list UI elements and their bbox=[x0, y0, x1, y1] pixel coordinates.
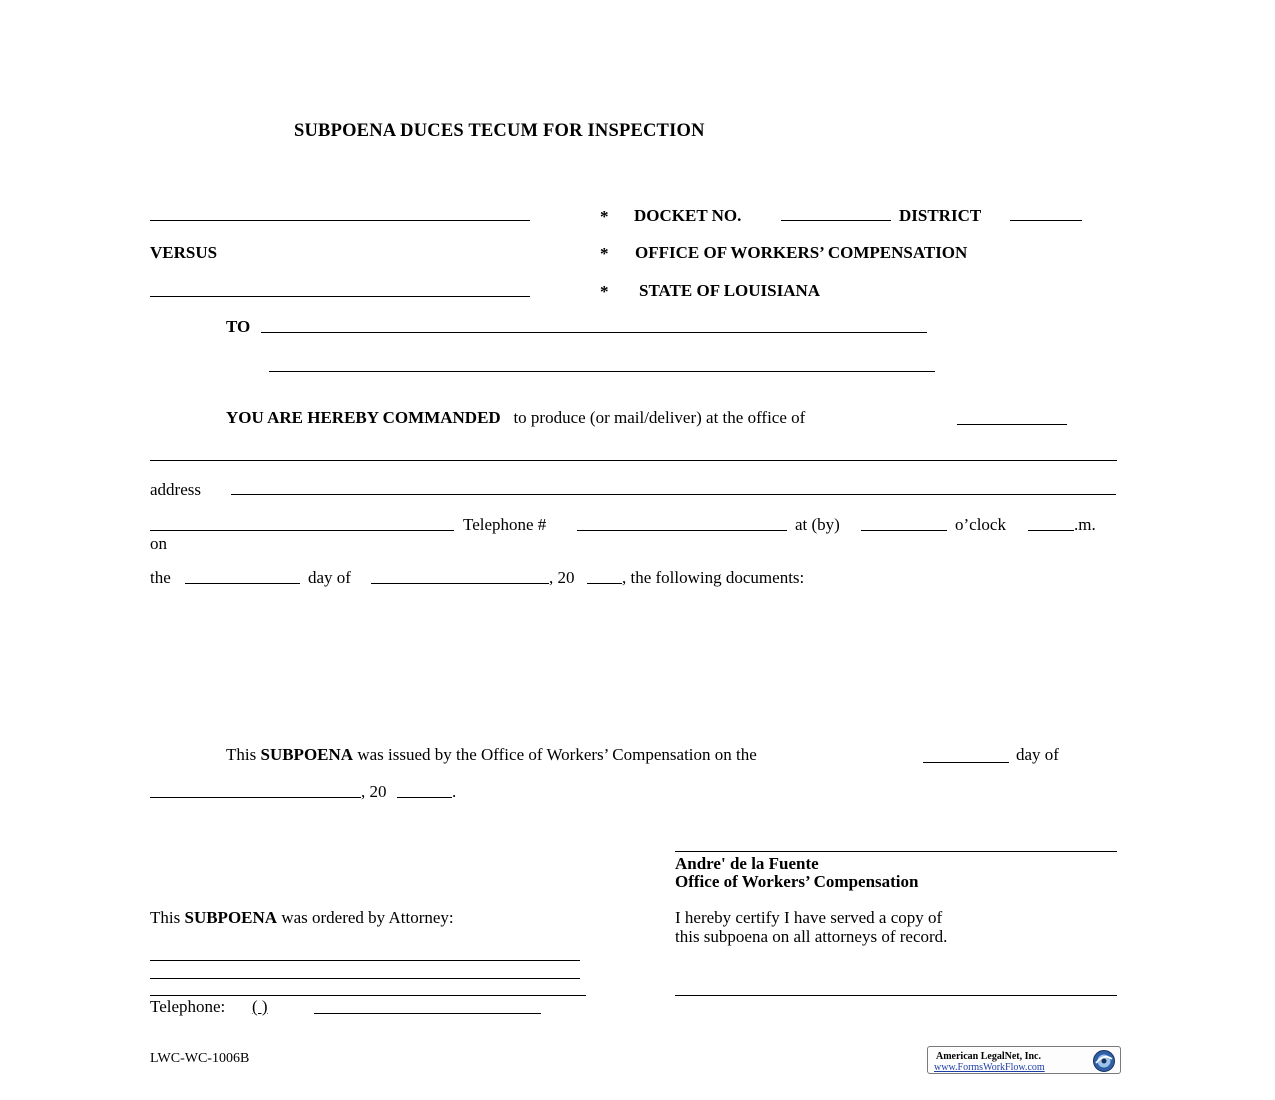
signer-office: Office of Workers’ Compensation bbox=[675, 872, 919, 891]
telephone-label: Telephone # bbox=[463, 515, 547, 534]
address-line[interactable] bbox=[231, 494, 1116, 495]
district-label: DISTRICT bbox=[899, 206, 982, 225]
to-name-line[interactable] bbox=[261, 332, 927, 333]
telephone-blank[interactable] bbox=[577, 530, 787, 531]
day-blank[interactable] bbox=[185, 583, 300, 584]
telephone-area-code[interactable]: ( ) bbox=[252, 997, 268, 1016]
ordered-sentence bbox=[150, 909, 454, 926]
attorney-line-3[interactable] bbox=[150, 995, 586, 996]
to-address-line[interactable] bbox=[269, 371, 935, 372]
plaintiff-line[interactable] bbox=[150, 220, 530, 221]
issued-period: . bbox=[452, 782, 457, 801]
globe-icon bbox=[1092, 1049, 1116, 1073]
command-bold: YOU ARE HEREBY COMMANDED bbox=[226, 408, 501, 427]
versus-label: VERSUS bbox=[150, 243, 218, 262]
caption-star: * bbox=[600, 244, 609, 263]
docket-number-blank[interactable] bbox=[781, 220, 891, 221]
docket-label: DOCKET NO. bbox=[634, 206, 742, 225]
logo-url[interactable]: www.FormsWorkFlow.com bbox=[934, 1062, 1045, 1073]
command-sentence bbox=[226, 409, 805, 426]
issued-subpoena: SUBPOENA bbox=[260, 745, 354, 764]
issued-day-blank[interactable] bbox=[923, 762, 1009, 763]
attorney-line-1[interactable] bbox=[150, 960, 580, 961]
caption-star: * bbox=[600, 282, 609, 301]
am-pm-blank[interactable] bbox=[1028, 530, 1074, 531]
caption-star: * bbox=[600, 207, 609, 226]
form-id: LWC-WC-1006B bbox=[150, 1051, 250, 1066]
certify-signature-line[interactable] bbox=[675, 995, 1117, 996]
office-label: OFFICE OF WORKERS’ COMPENSATION bbox=[635, 243, 968, 262]
year-prefix: , 20 bbox=[549, 568, 575, 587]
issued-pre: This bbox=[226, 745, 257, 764]
the-label: the bbox=[150, 568, 171, 587]
time-blank[interactable] bbox=[861, 530, 947, 531]
year-blank[interactable] bbox=[587, 583, 622, 584]
document-title: SUBPOENA DUCES TECUM FOR INSPECTION bbox=[294, 121, 705, 141]
m-suffix: .m. bbox=[1074, 515, 1096, 534]
issued-year-prefix: , 20 bbox=[361, 782, 387, 801]
month-blank[interactable] bbox=[371, 583, 549, 584]
defendant-line[interactable] bbox=[150, 296, 530, 297]
issued-sentence bbox=[226, 746, 757, 763]
telephone-footer-label: Telephone: bbox=[150, 997, 226, 1016]
state-label: STATE OF LOUISIANA bbox=[639, 281, 821, 300]
at-by-label: at (by) bbox=[795, 515, 840, 534]
address-label: address bbox=[150, 480, 201, 499]
certify-line-1: I hereby certify I have served a copy of bbox=[675, 908, 943, 927]
vendor-logo[interactable] bbox=[927, 1046, 1121, 1074]
issued-day-of: day of bbox=[1016, 745, 1059, 764]
city-line[interactable] bbox=[150, 530, 454, 531]
telephone-footer-blank[interactable] bbox=[314, 1013, 541, 1014]
ordered-pre: This bbox=[150, 908, 181, 927]
following-documents-label: , the following documents: bbox=[622, 568, 805, 587]
day-of-label: day of bbox=[308, 568, 351, 587]
logo-company: American LegalNet, Inc. bbox=[936, 1051, 1041, 1062]
to-label: TO bbox=[226, 317, 251, 336]
ordered-text: was ordered by Attorney: bbox=[281, 908, 454, 927]
command-text: to produce (or mail/deliver) at the office of bbox=[513, 408, 806, 427]
ordered-subpoena: SUBPOENA bbox=[184, 908, 278, 927]
issued-month-blank[interactable] bbox=[150, 797, 361, 798]
issued-year-blank[interactable] bbox=[397, 797, 452, 798]
office-of-blank[interactable] bbox=[957, 424, 1067, 425]
signer-name: Andre' de la Fuente bbox=[675, 854, 819, 873]
certify-line-2: this subpoena on all attorneys of record. bbox=[675, 927, 948, 946]
signature-line[interactable] bbox=[675, 851, 1117, 852]
issued-text: was issued by the Office of Workers’ Compensation on the bbox=[357, 745, 757, 764]
attorney-line-2[interactable] bbox=[150, 978, 580, 979]
district-blank[interactable] bbox=[1010, 220, 1082, 221]
oclock-label: o’clock bbox=[955, 515, 1006, 534]
on-label: on bbox=[150, 534, 167, 553]
office-name-line[interactable] bbox=[150, 460, 1117, 461]
